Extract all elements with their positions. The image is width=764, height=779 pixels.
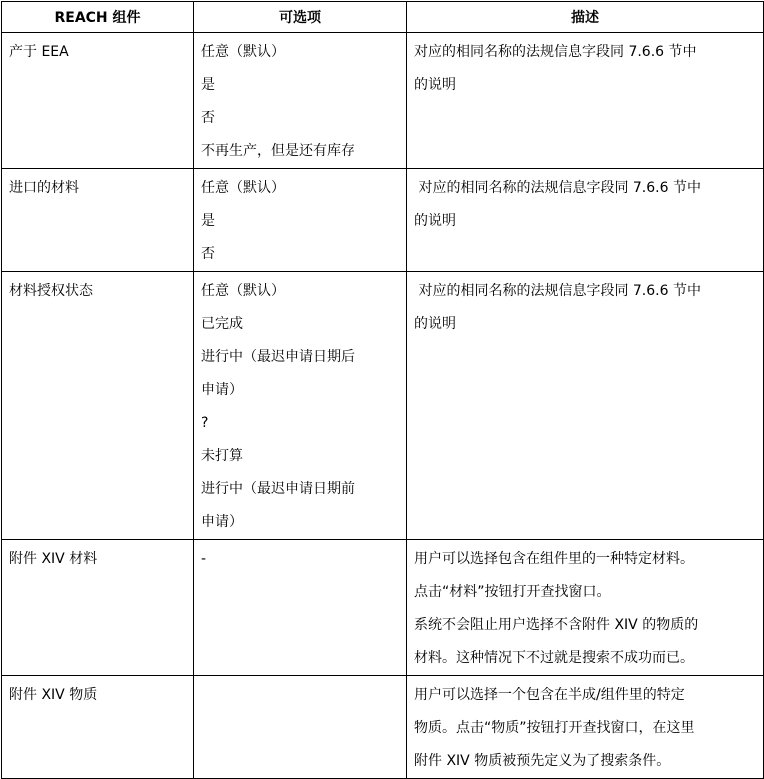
option-item: 未打算 xyxy=(201,448,243,464)
header-component: REACH 组件 xyxy=(2,2,194,33)
option-item: 任意（默认） xyxy=(201,283,285,299)
option-item: 进行中（最迟申请日期前 xyxy=(201,481,355,497)
description-line: 系统不会阻止用户选择不含附件 XIV 的物质的 xyxy=(414,617,699,633)
option-item: 是 xyxy=(201,213,215,229)
description-line: 点击“材料”按钮打开查找窗口。 xyxy=(414,584,611,600)
description-line: 材料。这种情况下不过就是搜索不成功而已。 xyxy=(414,650,694,666)
description-line: 对应的相同名称的法规信息字段同 7.6.6 节中 xyxy=(414,283,701,299)
table-row xyxy=(2,540,764,676)
description-line: 用户可以选择一个包含在半成/组件里的特定 xyxy=(414,687,685,703)
option-item: 申请） xyxy=(201,382,243,398)
component-cell xyxy=(2,33,194,169)
description-line: 物质。点击“物质”按钮打开查找窗口，在这里 xyxy=(414,720,695,736)
description-cell xyxy=(407,540,764,676)
description-line: 附件 XIV 物质被预先定义为了搜索条件。 xyxy=(414,753,671,769)
option-item: 进行中（最迟申请日期后 xyxy=(201,349,355,365)
table-row xyxy=(2,272,764,540)
option-item: - xyxy=(201,551,207,567)
option-item: 不再生产，但是还有库存 xyxy=(201,143,355,159)
option-item: 是 xyxy=(201,77,215,93)
options-cell xyxy=(194,169,407,272)
option-item: 否 xyxy=(201,110,215,126)
description-line: 的说明 xyxy=(414,316,456,332)
description-line: 对应的相同名称的法规信息字段同 7.6.6 节中 xyxy=(414,180,701,196)
table-row xyxy=(2,676,764,779)
option-item: 申请） xyxy=(201,514,243,530)
component-label: 产于 EEA xyxy=(9,44,69,60)
component-cell xyxy=(2,540,194,676)
description-line: 的说明 xyxy=(414,213,456,229)
description-line: 对应的相同名称的法规信息字段同 7.6.6 节中 xyxy=(414,44,697,60)
header-options: 可选项 xyxy=(194,2,407,33)
header-description: 描述 xyxy=(407,2,764,33)
options-cell xyxy=(194,33,407,169)
component-cell xyxy=(2,676,194,779)
description-cell xyxy=(407,33,764,169)
option-item: ? xyxy=(201,415,209,431)
table-row xyxy=(2,33,764,169)
component-label: 附件 XIV 材料 xyxy=(9,551,98,567)
option-item: 任意（默认） xyxy=(201,44,285,60)
option-item: 已完成 xyxy=(201,316,243,332)
description-cell xyxy=(407,272,764,540)
options-cell xyxy=(194,676,407,779)
component-label: 材料授权状态 xyxy=(9,283,93,299)
reach-components-table xyxy=(1,1,764,779)
description-cell xyxy=(407,169,764,272)
description-cell xyxy=(407,676,764,779)
component-label: 进口的材料 xyxy=(9,180,79,196)
component-cell xyxy=(2,169,194,272)
header-row xyxy=(2,2,764,33)
description-line: 用户可以选择包含在组件里的一种特定材料。 xyxy=(414,551,694,567)
component-cell xyxy=(2,272,194,540)
table-row xyxy=(2,169,764,272)
option-item: 否 xyxy=(201,246,215,262)
description-line: 的说明 xyxy=(414,77,456,93)
options-cell xyxy=(194,272,407,540)
option-item: 任意（默认） xyxy=(201,180,285,196)
component-label: 附件 XIV 物质 xyxy=(9,687,98,703)
options-cell xyxy=(194,540,407,676)
